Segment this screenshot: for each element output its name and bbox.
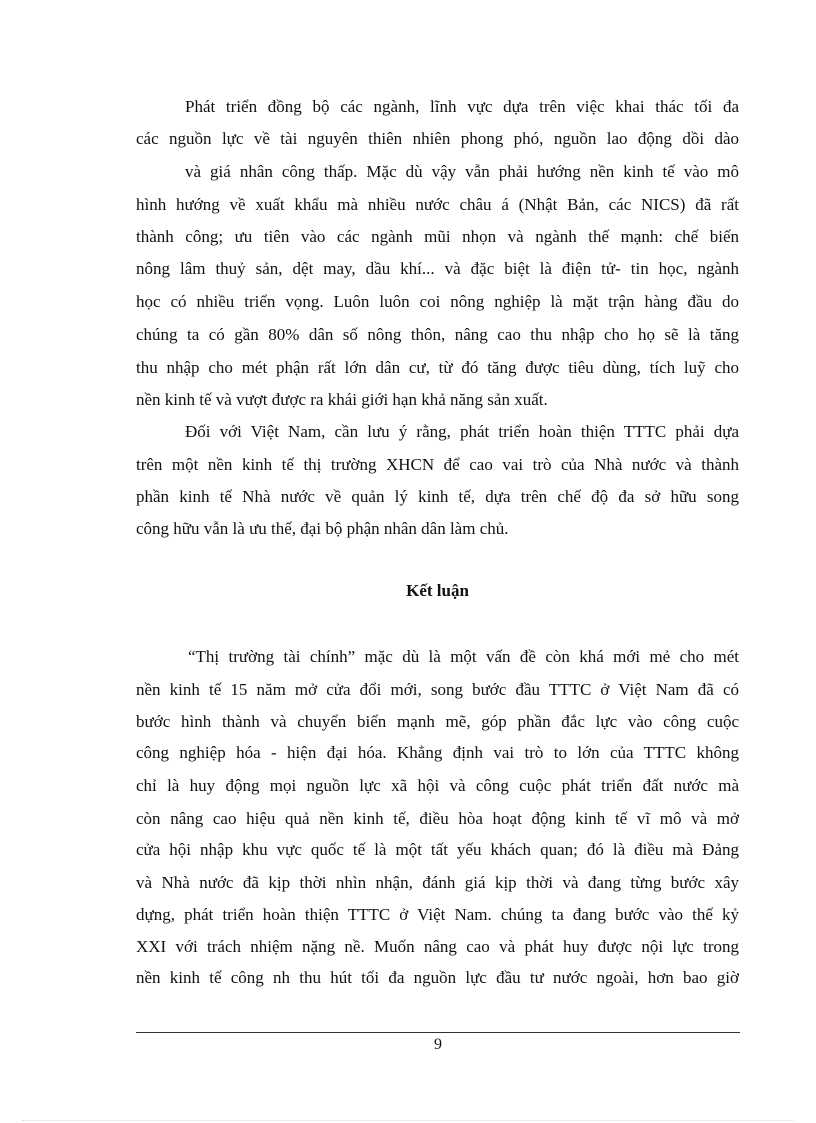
text-line: nền kinh tế công nh thu hút tối đa nguồn lực đầu tư nước ngoài, hơn bao giờ <box>136 968 739 987</box>
text-line: và Nhà nước đã kịp thời nhìn nhận, đánh giá kịp thời và đang từng bước xây <box>136 873 739 892</box>
page-number: 9 <box>434 1036 442 1053</box>
page-edge-divider <box>22 1120 794 1121</box>
text-line: nền kinh tế và vượt được ra khái giới hạn khả năng sản xuất. <box>136 390 548 409</box>
text-line: dựng, phát triển hoàn thiện TTTC ở Việt Nam. chúng ta đang bước vào thế kỷ <box>136 905 739 924</box>
text-line: cửa hội nhập khu vực quốc tế là một tất yếu khách quan; đó là điều mà Đảng <box>136 840 739 859</box>
text-line: và giá nhân công thấp. Mặc dù vậy vẫn phải hướng nền kinh tế vào mô <box>185 162 739 181</box>
text-line: Phát triển đồng bộ các ngành, lĩnh vực dựa trên việc khai thác tối đa <box>185 97 739 116</box>
section-heading: Kết luận <box>406 581 469 600</box>
text-line: học có nhiều triển vọng. Luôn luôn coi nông nghiệp là mặt trận hàng đầu do <box>136 292 739 311</box>
text-line: nông lâm thuỷ sản, dệt may, dầu khí... và đặc biệt là điện tử- tin học, ngành <box>136 259 739 278</box>
text-line: các nguồn lực về tài nguyên thiên nhiên phong phó, nguồn lao động dồi dào <box>136 129 739 148</box>
text-line: công nghiệp hóa - hiện đại hóa. Khẳng định vai trò to lớn của TTTC không <box>136 743 739 762</box>
text-line: chỉ là huy động mọi nguồn lực xã hội và công cuộc phát triển đất nước mà <box>136 776 739 795</box>
text-line: nền kinh tế 15 năm mở cửa đổi mới, song bước đầu TTTC ở Việt Nam đã có <box>136 680 739 699</box>
text-line: Đối với Việt Nam, cần lưu ý rằng, phát triển hoàn thiện TTTC phải dựa <box>185 422 739 441</box>
text-line: trên một nền kinh tế thị trường XHCN để cao vai trò của Nhà nước và thành <box>136 455 739 474</box>
text-line: còn nâng cao hiệu quả nền kinh tế, điều hòa hoạt động kinh tế vĩ mô và mở <box>136 809 739 828</box>
text-line: hình hướng về xuất khẩu mà nhiều nước châu á (Nhật Bản, các NICS) đã rất <box>136 195 739 214</box>
text-line: “Thị trường tài chính” mặc dù là một vấn đề còn khá mới mẻ cho mét <box>188 647 739 666</box>
text-line: công hữu vẫn là ưu thế, đại bộ phận nhân dân làm chủ. <box>136 519 509 538</box>
text-line: bước hình thành và chuyển biến mạnh mẽ, góp phần đắc lực vào công cuộc <box>136 712 739 731</box>
text-line: XXI với trách nhiệm nặng nề. Muốn nâng cao và phát huy được nội lực trong <box>136 937 739 956</box>
footer-divider <box>136 1032 740 1033</box>
text-line: chúng ta có gần 80% dân số nông thôn, nâng cao thu nhập cho họ sẽ là tăng <box>136 325 739 344</box>
text-line: thu nhập cho mét phận rất lớn dân cư, từ đó tăng được tiêu dùng, tích luỹ cho <box>136 358 739 377</box>
text-line: thành công; ưu tiên vào các ngành mũi nhọn và ngành thế mạnh: chế biến <box>136 227 739 246</box>
text-line: phần kinh tế Nhà nước về quản lý kinh tế, dựa trên chế độ đa sở hữu song <box>136 487 739 506</box>
